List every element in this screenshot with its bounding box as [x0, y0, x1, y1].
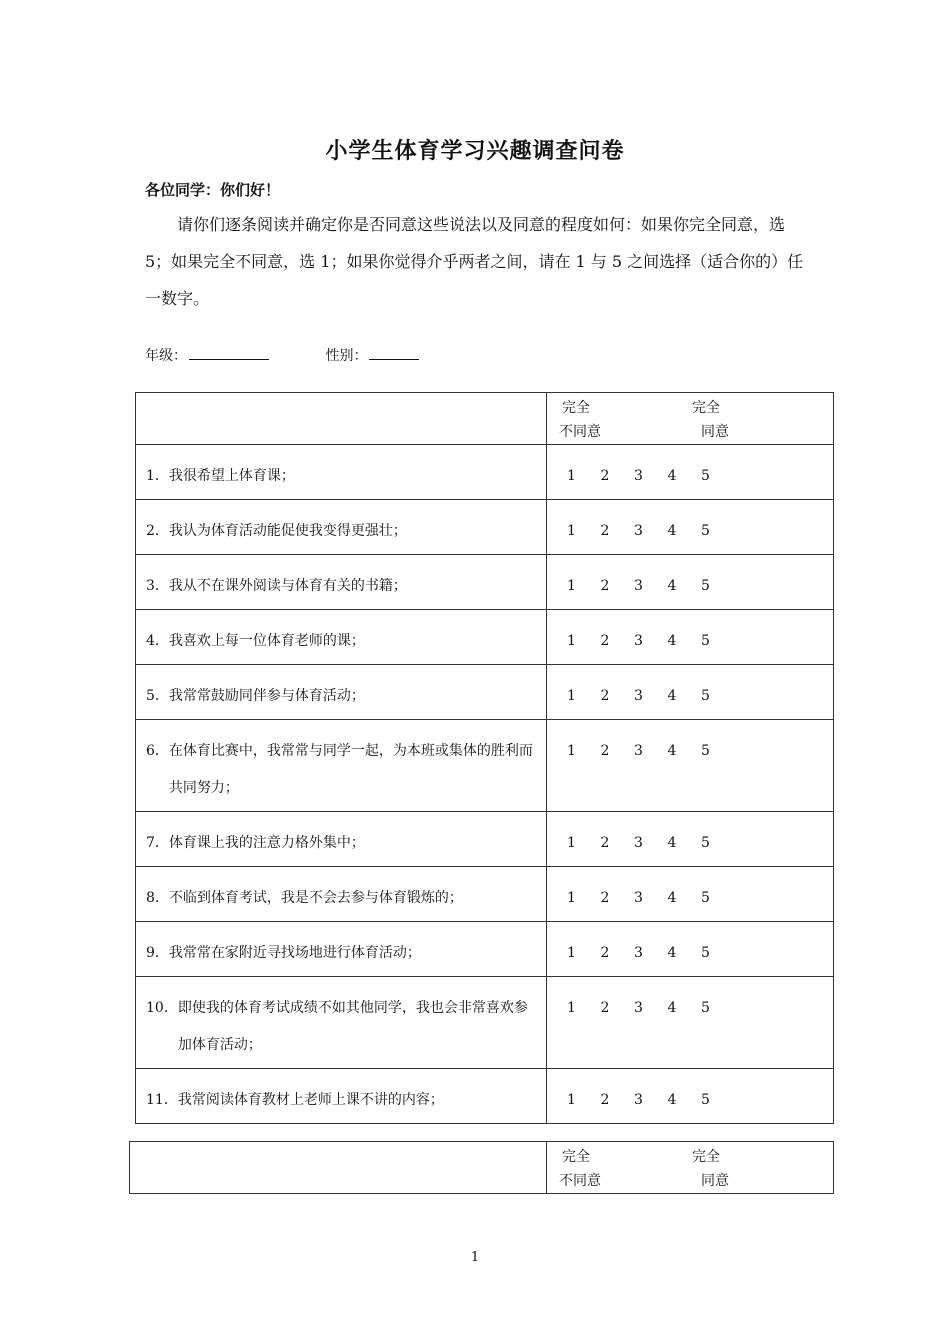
rating-option[interactable]: 2: [600, 468, 610, 484]
rating-option[interactable]: 3: [634, 890, 643, 906]
rating-option[interactable]: 4: [667, 468, 677, 484]
rating-option[interactable]: 4: [667, 578, 677, 594]
question-cell: [136, 445, 547, 500]
rating-option[interactable]: 2: [600, 743, 610, 759]
rating-option[interactable]: 3: [634, 743, 643, 759]
question-cell: [136, 812, 547, 867]
rating-cell: [547, 500, 834, 555]
question-text: 我常阅读体育教材上老师上课不讲的内容；: [177, 1092, 444, 1108]
question-number: 10．: [146, 1000, 178, 1016]
rating-option[interactable]: 1: [567, 945, 576, 961]
rating-option[interactable]: 1: [567, 523, 576, 539]
rating-option[interactable]: 2: [600, 945, 610, 961]
question-number: 8．: [146, 890, 169, 906]
rating-option[interactable]: 3: [634, 688, 643, 704]
rating-option[interactable]: 4: [667, 890, 677, 906]
rating-cell: [547, 922, 834, 977]
rating-option[interactable]: 5: [701, 945, 710, 961]
greeting: 各位同学：你们好！: [145, 181, 281, 199]
question-cell: [136, 610, 547, 665]
rating-cell: [547, 610, 834, 665]
question-cell: [136, 720, 547, 812]
rating-option[interactable]: 4: [667, 945, 677, 961]
rating-option[interactable]: 1: [567, 890, 576, 906]
table-row: [136, 812, 834, 867]
rating-option[interactable]: 4: [667, 1000, 677, 1016]
scale-left-bottom: 不同意: [559, 424, 601, 440]
question-text: 我很希望上体育课；: [168, 468, 295, 484]
rating-option[interactable]: 1: [567, 743, 576, 759]
header-blank-cell: [136, 393, 547, 445]
rating-option[interactable]: 5: [701, 688, 710, 704]
rating-cell: [547, 812, 834, 867]
rating-option[interactable]: 2: [600, 578, 610, 594]
rating-option[interactable]: 3: [634, 468, 643, 484]
question-cell: [136, 977, 547, 1069]
page-number: 1: [470, 1250, 480, 1265]
question-text: 我从不在课外阅读与体育有关的书籍；: [168, 578, 407, 594]
rating-cell: [547, 665, 834, 720]
rating-option[interactable]: 5: [701, 523, 710, 539]
rating-option[interactable]: 2: [600, 1000, 610, 1016]
question-text: 在体育比赛中，我常常与同学一起，为本班或集体的胜利而共同努力；: [168, 743, 533, 796]
table-row: [136, 977, 834, 1069]
scale-header-cell: [547, 393, 834, 445]
rating-option[interactable]: 3: [634, 945, 643, 961]
rating-option[interactable]: 3: [634, 633, 643, 649]
rating-option[interactable]: 4: [667, 835, 677, 851]
rating-option[interactable]: 4: [667, 688, 677, 704]
scale-right-bottom: 同意: [701, 1173, 729, 1189]
rating-option[interactable]: 3: [634, 578, 643, 594]
table-row: [136, 922, 834, 977]
question-number: 6．: [146, 743, 169, 759]
table-row: [136, 1069, 834, 1124]
gender-label: 性别：: [325, 348, 368, 364]
rating-option[interactable]: 4: [667, 523, 677, 539]
rating-cell: [547, 1069, 834, 1124]
rating-option[interactable]: 1: [567, 1000, 576, 1016]
rating-cell: [547, 867, 834, 922]
rating-option[interactable]: 1: [567, 688, 576, 704]
question-text: 不临到体育考试，我是不会去参与体育锻炼的；: [168, 890, 463, 906]
question-number: 11．: [146, 1092, 178, 1108]
question-number: 2．: [146, 523, 169, 539]
rating-option[interactable]: 2: [600, 835, 610, 851]
rating-option[interactable]: 1: [567, 578, 576, 594]
question-text: 即使我的体育考试成绩不如其他同学，我也会非常喜欢参加体育活动；: [177, 1000, 528, 1053]
question-number: 3．: [146, 578, 169, 594]
table-header-row: [130, 1142, 834, 1194]
rating-option[interactable]: 2: [600, 523, 610, 539]
question-number: 7．: [146, 835, 169, 851]
rating-option[interactable]: 3: [634, 1092, 643, 1108]
question-cell: [136, 1069, 547, 1124]
scale-left-top: 完全: [562, 400, 590, 416]
rating-option[interactable]: 5: [701, 578, 710, 594]
scale-header-cell: [547, 1142, 834, 1194]
table-row: [136, 610, 834, 665]
survey-table: [135, 392, 834, 1124]
page-title: 小学生体育学习兴趣调查问卷: [325, 139, 625, 164]
rating-option[interactable]: 1: [567, 468, 576, 484]
question-cell: [136, 665, 547, 720]
rating-option[interactable]: 3: [634, 1000, 643, 1016]
scale-right-top: 完全: [692, 400, 720, 416]
rating-option[interactable]: 4: [667, 1092, 677, 1108]
grade-blank[interactable]: [189, 344, 269, 360]
scale-left-bottom: 不同意: [559, 1173, 601, 1189]
question-text: 体育课上我的注意力格外集中；: [168, 835, 365, 851]
rating-option[interactable]: 5: [701, 633, 710, 649]
table-row: [136, 665, 834, 720]
rating-option[interactable]: 5: [701, 1000, 710, 1016]
rating-option[interactable]: 1: [567, 633, 576, 649]
scale-right-top: 完全: [692, 1149, 720, 1165]
intro-paragraph: 请你们逐条阅读并确定你是否同意这些说法以及同意的程度如何：如果你完全同意，选 5；如果完全不同意，选 1；如果你觉得介乎两者之间，请在 1 与 5 之间选择（适合你的）任一数字。: [145, 215, 804, 308]
rating-option[interactable]: 4: [667, 633, 677, 649]
table-row: [136, 720, 834, 812]
header-blank-cell: [130, 1142, 547, 1194]
rating-cell: [547, 720, 834, 812]
rating-option[interactable]: 2: [600, 890, 610, 906]
question-text: 我常常在家附近寻找场地进行体育活动；: [168, 945, 421, 961]
scale-right-bottom: 同意: [701, 424, 729, 440]
gender-blank[interactable]: [369, 344, 419, 360]
table-header-row: [136, 393, 834, 445]
table-row: [136, 500, 834, 555]
rating-cell: [547, 445, 834, 500]
rating-option[interactable]: 5: [701, 890, 710, 906]
question-text: 我认为体育活动能促使我变得更强壮；: [168, 523, 407, 539]
rating-option[interactable]: 2: [600, 633, 610, 649]
rating-cell: [547, 977, 834, 1069]
rating-option[interactable]: 4: [667, 743, 677, 759]
rating-option[interactable]: 2: [600, 1092, 610, 1108]
question-text: 我喜欢上每一位体育老师的课；: [168, 633, 365, 649]
rating-option[interactable]: 5: [701, 743, 710, 759]
rating-option[interactable]: 3: [634, 835, 643, 851]
question-cell: [136, 922, 547, 977]
question-number: 5．: [146, 688, 169, 704]
table-row: [136, 555, 834, 610]
grade-label: 年级：: [145, 348, 187, 364]
rating-option[interactable]: 5: [701, 835, 710, 851]
question-cell: [136, 500, 547, 555]
question-cell: [136, 867, 547, 922]
rating-option[interactable]: 5: [701, 1092, 710, 1108]
rating-option[interactable]: 2: [600, 688, 610, 704]
student-info: [145, 344, 419, 365]
rating-cell: [547, 555, 834, 610]
table-row: [136, 867, 834, 922]
question-text: 我常常鼓励同伴参与体育活动；: [168, 688, 365, 704]
rating-option[interactable]: 5: [701, 468, 710, 484]
question-cell: [136, 555, 547, 610]
question-number: 4．: [146, 633, 169, 649]
rating-option[interactable]: 1: [567, 1092, 576, 1108]
table-row: [136, 445, 834, 500]
scale-left-top: 完全: [562, 1149, 590, 1165]
survey-table-continued: [129, 1141, 834, 1194]
question-number: 1．: [146, 468, 169, 484]
rating-option[interactable]: 1: [567, 835, 576, 851]
rating-option[interactable]: 3: [634, 523, 643, 539]
question-number: 9．: [146, 945, 169, 961]
